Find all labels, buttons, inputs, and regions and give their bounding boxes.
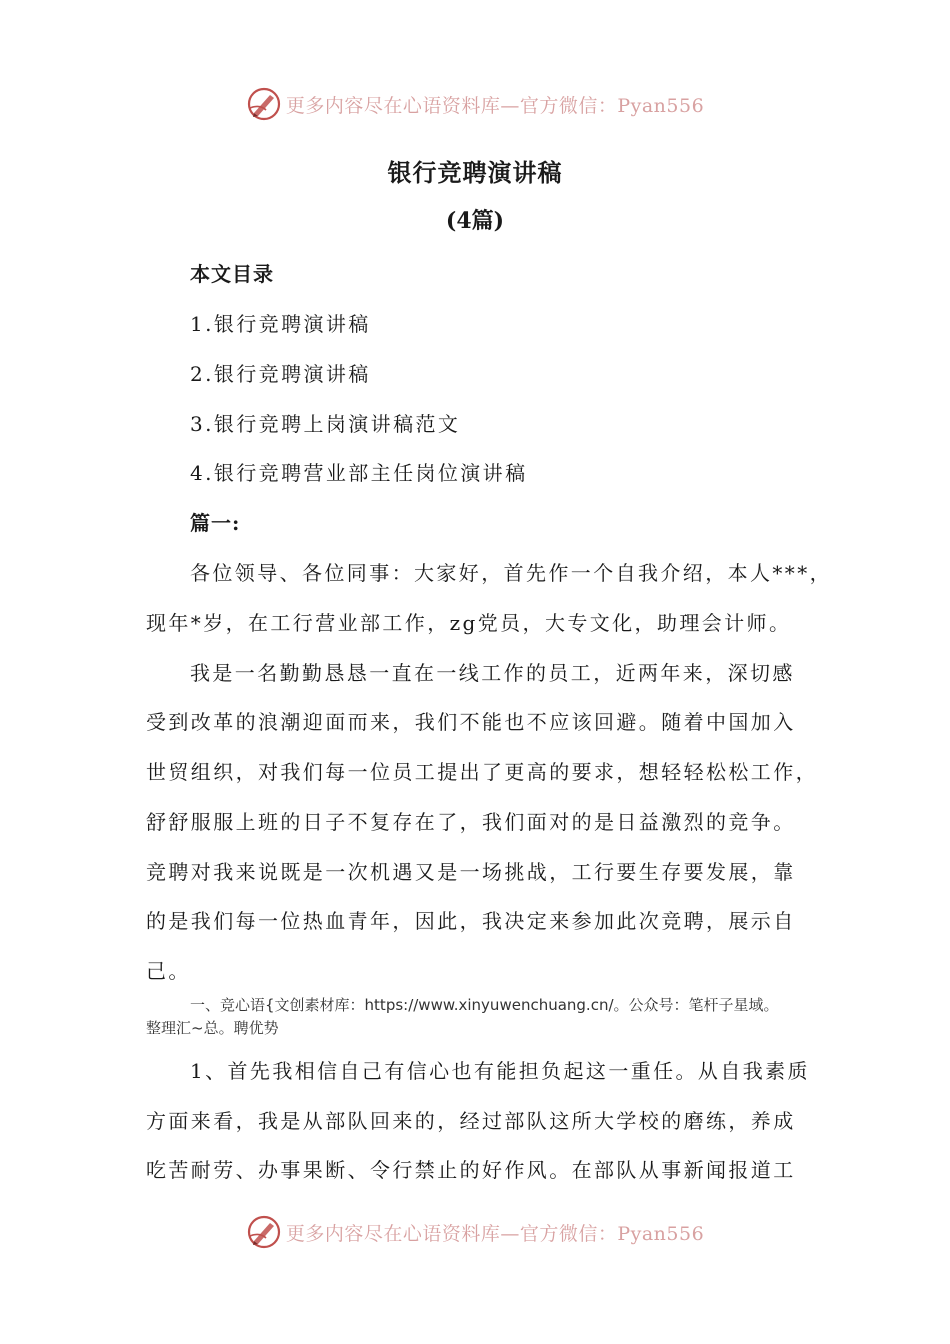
paragraph-line: 舒舒服服上班的日子不复存在了，我们面对的是日益激烈的竞争。 <box>146 810 796 834</box>
watermark-text: 更多内容尽在心语资料库—官方微信：Pyan556 <box>285 94 705 117</box>
paragraph-line: 竞聘对我来说既是一次机遇又是一场挑战，工行要生存要发展，靠 <box>146 860 796 884</box>
paragraph-line: 1、首先我相信自己有信心也有能担负起这一重任。从自我素质 <box>190 1059 810 1083</box>
toc-item: 3.银行竞聘上岗演讲稿范文 <box>190 412 461 436</box>
paragraph-line: 吃苦耐劳、办事果断、令行禁止的好作风。在部队从事新闻报道工 <box>146 1158 796 1182</box>
toc-item: 1.银行竞聘演讲稿 <box>190 312 371 336</box>
pen-logo-icon <box>246 86 282 122</box>
paragraph-line: 受到改革的浪潮迎面而来，我们不能也不应该回避。随着中国加入 <box>146 710 796 734</box>
paragraph-line: 各位领导、各位同事：大家好，首先作一个自我介绍，本人***， <box>190 561 832 585</box>
watermark-text: 更多内容尽在心语资料库—官方微信：Pyan556 <box>285 1222 705 1245</box>
toc-heading: 本文目录 <box>190 262 274 286</box>
paragraph-line: 己。 <box>146 959 191 983</box>
watermark-header <box>0 84 950 124</box>
paragraph-line: 我是一名勤勤恳恳一直在一线工作的员工，近两年来，深切感 <box>190 661 795 685</box>
inserted-note-line: 一、竞心语{文创素材库：https://www.xinyuwenchuang.cn/。公众号：笔杆子星域。 <box>190 996 779 1014</box>
paragraph-line: 世贸组织，对我们每一位员工提出了更高的要求，想轻轻松松工作， <box>146 760 818 784</box>
pen-logo-icon <box>246 1214 282 1250</box>
watermark-footer <box>0 1212 950 1252</box>
inserted-note-line: 整理汇~总。聘优势 <box>146 1019 279 1037</box>
paragraph-line: 方面来看，我是从部队回来的，经过部队这所大学校的磨练，养成 <box>146 1109 796 1133</box>
document-title: 银行竞聘演讲稿 <box>387 158 563 187</box>
document-subtitle: (4篇) <box>445 208 505 234</box>
section-heading: 篇一: <box>190 511 241 535</box>
toc-item: 2.银行竞聘演讲稿 <box>190 362 371 386</box>
paragraph-line: 的是我们每一位热血青年，因此，我决定来参加此次竞聘，展示自 <box>146 909 796 933</box>
paragraph-line: 现年*岁，在工行营业部工作，zg党员，大专文化，助理会计师。 <box>146 611 792 635</box>
toc-item: 4.银行竞聘营业部主任岗位演讲稿 <box>190 461 528 485</box>
